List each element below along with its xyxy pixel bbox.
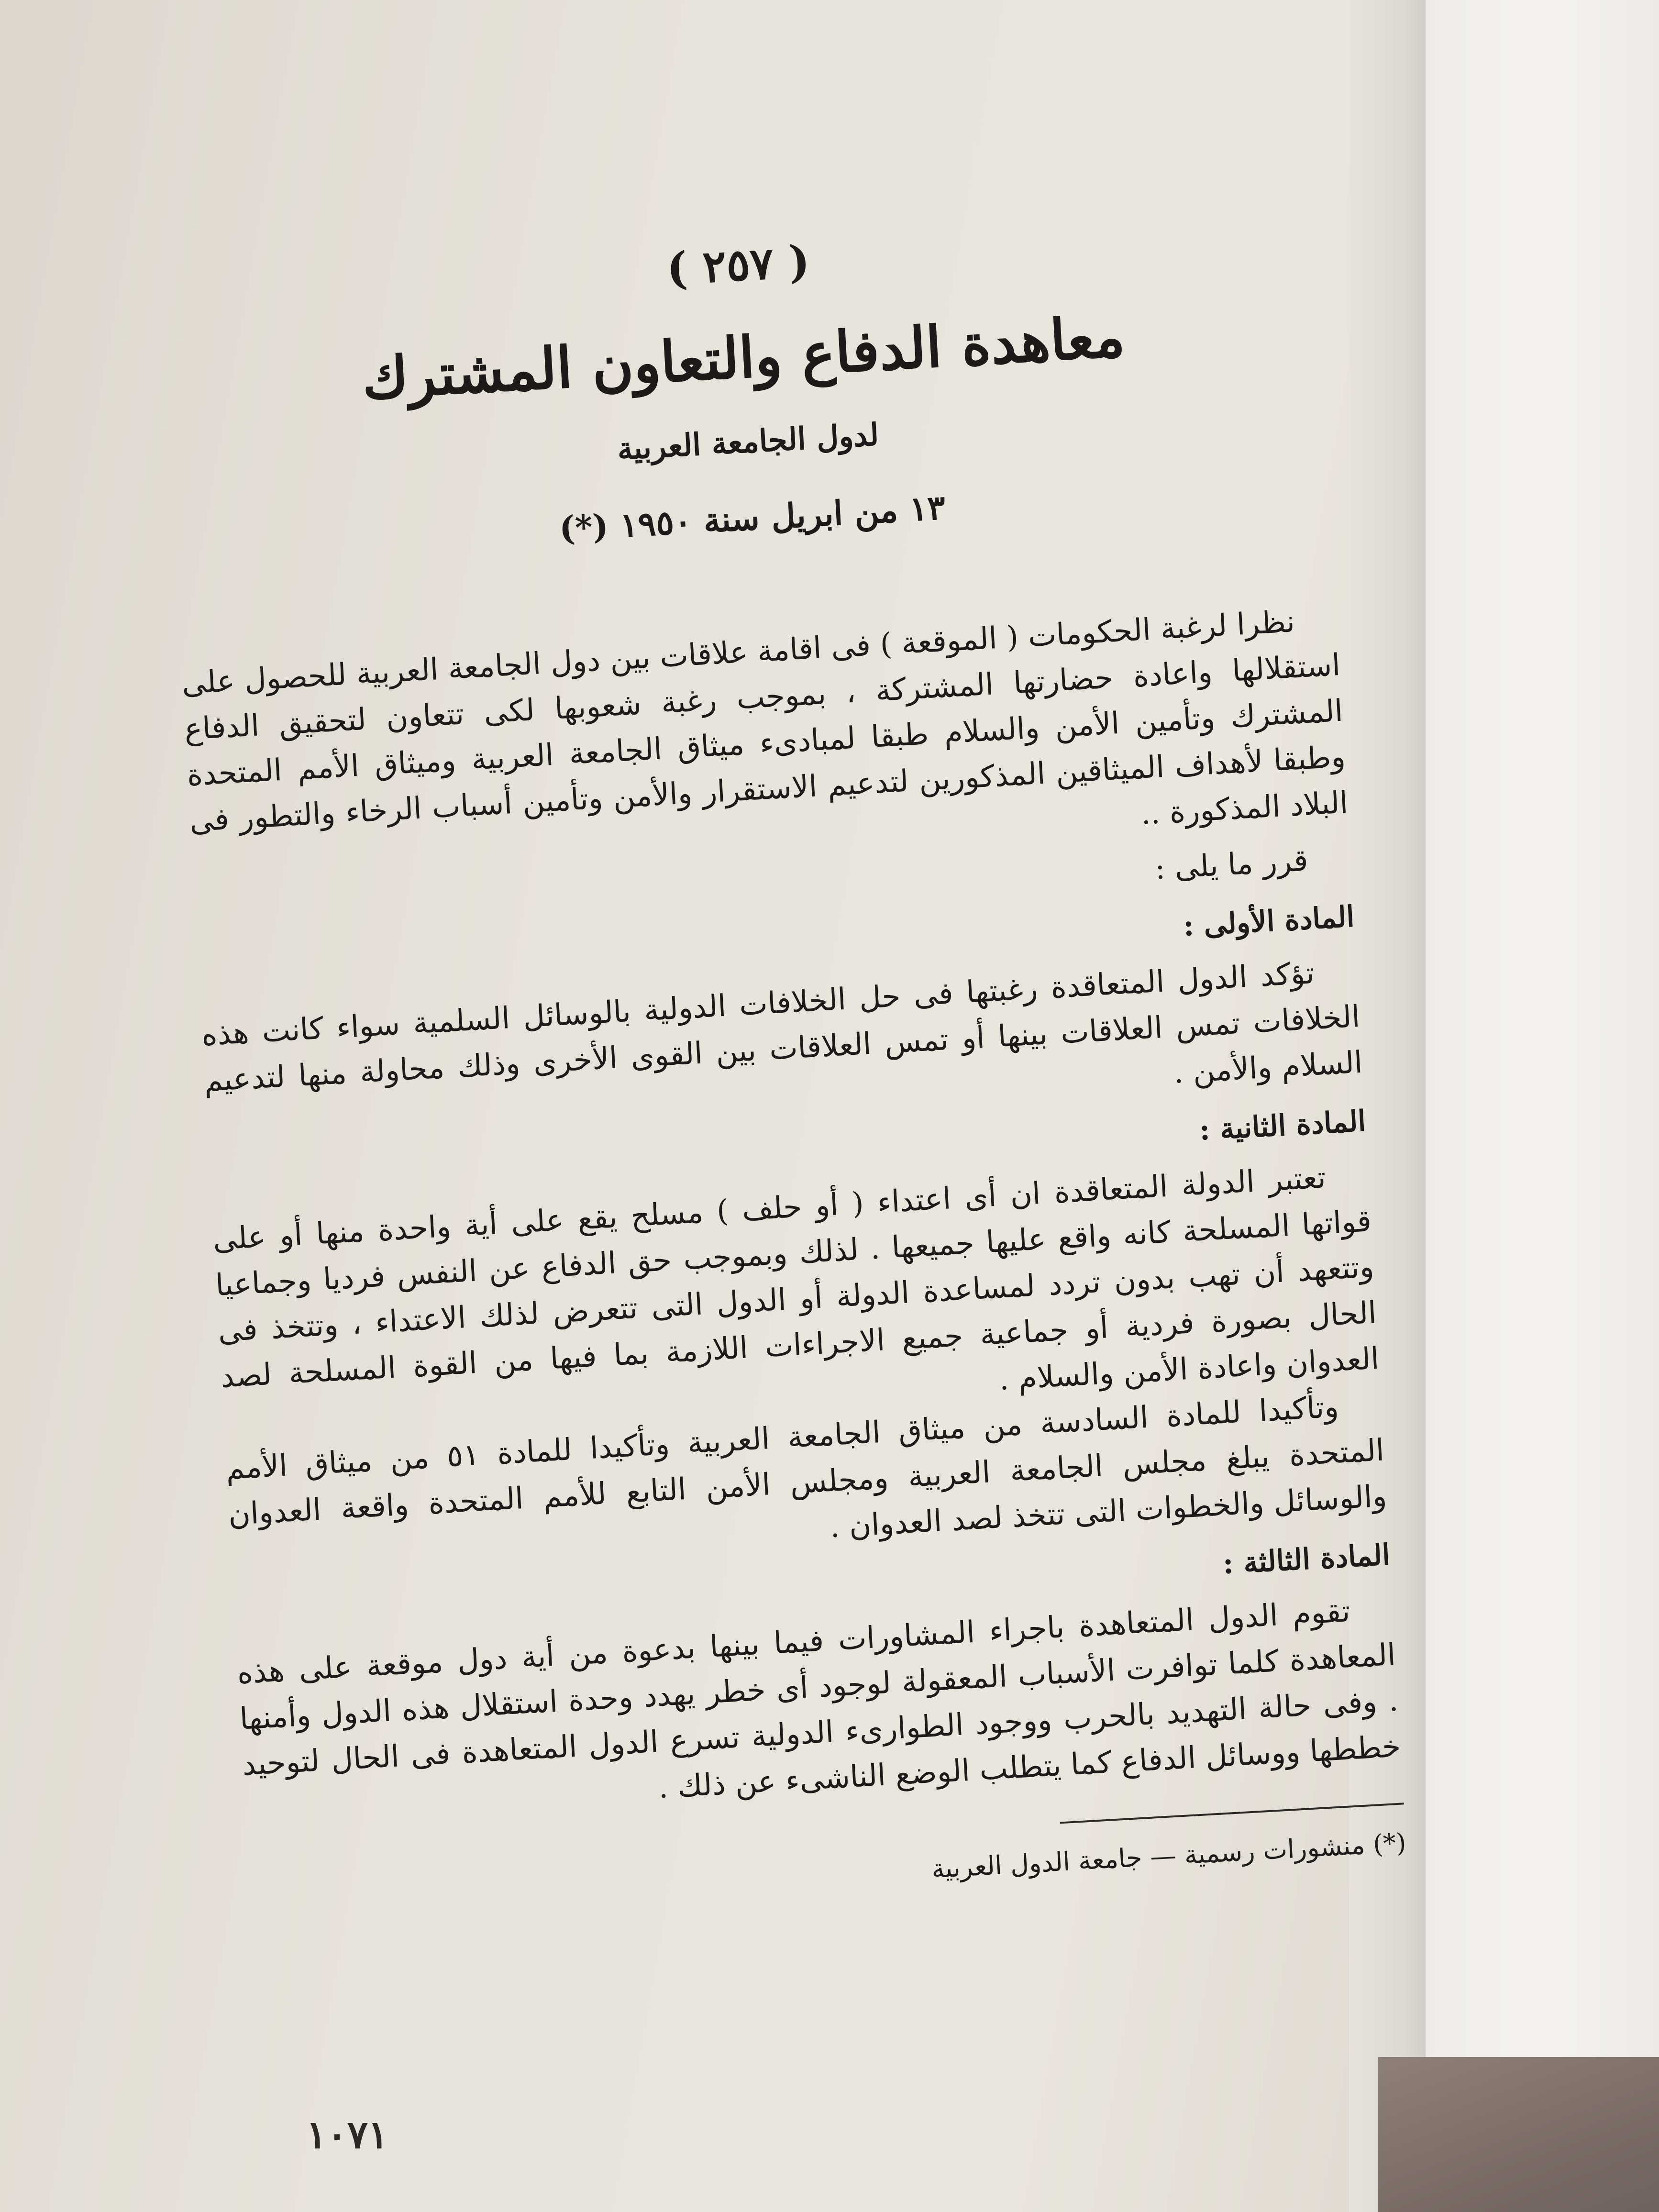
- document-title: معاهدة الدفاع والتعاون المشترك: [360, 303, 1127, 412]
- preamble-paragraph: نظرا لرغبة الحكومات ( الموقعة ) فى اقامة علاقات بين دول الجامعة العربية للحصول على استقلالها واعادة حضارتها المشتركة ، بموجب رغبة شعوبها لكى تتعاون لتحقيق الدفاع المشترك وتأمين الأمن والسلام طبقا لمبادىء ميثاق الجامعة العربية وميثاق الأمم المتحدة وطبقا لأهداف الميثاقين المذكورين لتدعيم الاستقرار والأمن وتأمين أسباب الرخاء والتطور فى البلاد المذكورة ..: [180, 604, 1349, 839]
- footnote-divider: [1060, 1803, 1404, 1824]
- footnote: (*) منشورات رسمية — جامعة الدول العربية: [930, 1827, 1407, 1884]
- document-subtitle: لدول الجامعة العربية: [616, 417, 880, 467]
- table-surface: [1378, 2057, 1659, 2212]
- document-date: ١٣ من ابريل سنة ١٩٥٠ (*): [558, 487, 947, 549]
- article-3-text: تقوم الدول المتعاهدة باجراء المشاورات فيما بينها بدعوة من أية دول موقعة على هذه المعاهدة كلما توافرت الأسباب المعقولة لوجود أى خطر يهدد وحدة استقلال هذه الدول وأمنها . وفى حالة التهديد بالحرب ووجود الطوارىء الدولية تسرع الدول المتعاهدة فى الحال لتوحيد خططها ووسائل الدفاع كما يتطلب الوضع الناشىء عن ذلك .: [236, 1593, 1402, 1805]
- article-1-text: تؤكد الدول المتعاقدة رغبتها فى حل الخلافات الدولية بالوسائل السلمية سواء كانت هذه الخلافات تمس العلاقات بينها أو تمس العلاقات بين القوى الأخرى وذلك محاولة منها لتدعيم السلام والأمن .: [200, 955, 1364, 1098]
- document-number: ( ٢٥٧ ): [665, 235, 811, 295]
- decided-line: قرر ما يلى :: [1154, 842, 1309, 886]
- article-2-heading: المادة الثانية :: [1198, 1104, 1367, 1147]
- page-number: ١٠٧١: [306, 2112, 388, 2157]
- document-content: [159, 207, 1407, 1926]
- article-2-text-continued: وتأكيدا للمادة السادسة من ميثاق الجامعة العربية وتأكيدا للمادة ٥١ من ميثاق الأمم المتحدة يبلغ مجلس الجامعة العربية ومجلس الأمن التابع للأمم المتحدة واقعة العدوان والوسائل والخطوات التى تتخذ لصد العدوان .: [224, 1389, 1388, 1545]
- adjacent-page: [1426, 0, 1659, 2212]
- article-2-text: تعتبر الدولة المتعاقدة ان أى اعتداء ( أو حلف ) مسلح يقع على أية واحدة منها أو على قواتها المسلحة كانه واقع عليها جميعها . لذلك وبموجب حق الدفاع عن النفس فرديا وجماعيا وتتعهد أن تهب بدون تردد لمساعدة الدولة أو الدول التى تتعرض لذلك الاعتداء ، وتتخذ فى الحال بصورة فردية أو جماعية جميع الاجراءات اللازمة بما فيها من القوة المسلحة لصد العدوان واعادة الأمن والسلام .: [211, 1160, 1380, 1397]
- article-1-heading: المادة الأولى :: [1182, 900, 1356, 943]
- article-3-heading: المادة الثالثة :: [1222, 1538, 1391, 1581]
